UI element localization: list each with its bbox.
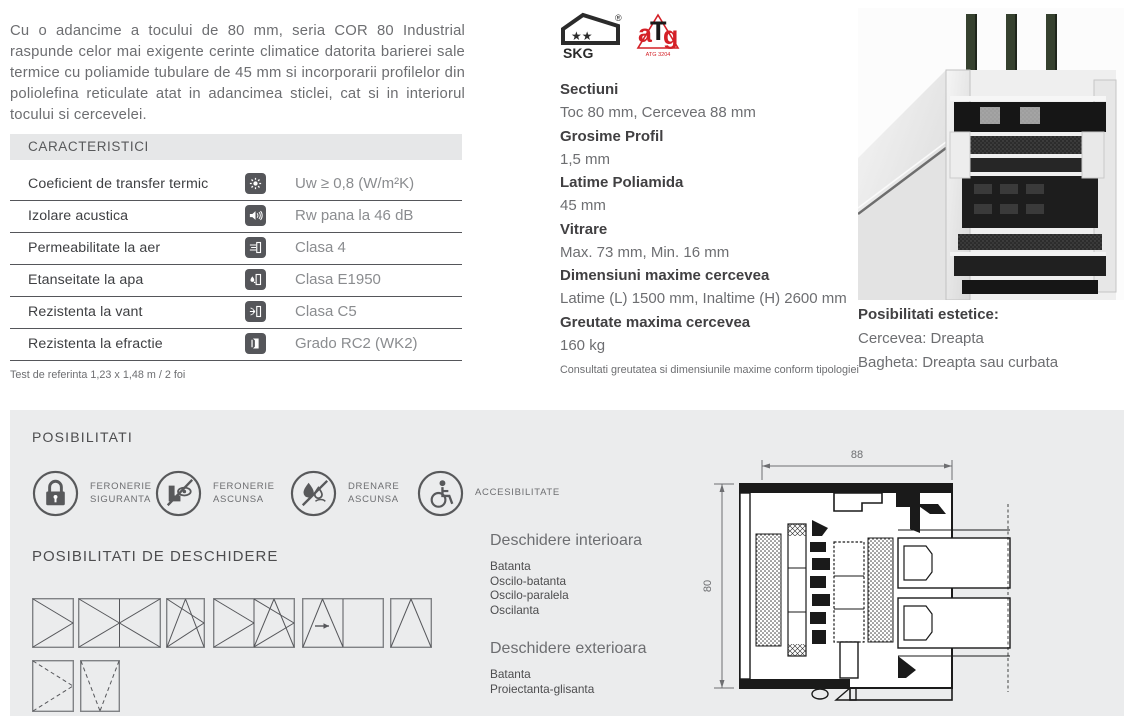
spec-list: [560, 78, 860, 357]
char-value: Grado RC2 (WK2): [295, 335, 418, 352]
table-row: [10, 329, 462, 361]
char-value: Rw pana la 46 dB: [295, 207, 414, 224]
intro-paragraph: Cu o adancime a tocului de 80 mm, seria COR 80 Industrial raspunde celor mai exigente cerinte climatice datorita barierei sale termice cu poliamide tubulare de 45 mm si incorporarii profilelor din poliolefina reticulate atat in adancimea sticlei, cat si in interiorul tocului si cercevelei.: [10, 22, 465, 123]
spec-value: Max. 73 mm, Min. 16 mm: [560, 243, 730, 261]
char-label: Etanseitate la apa: [28, 272, 144, 288]
acoustic-insulation-icon: [245, 205, 266, 226]
aesthetics-line: Cercevea: Dreapta: [858, 330, 984, 347]
spec-label: Sectiuni: [560, 81, 619, 98]
spec-value: 1,5 mm: [560, 150, 611, 168]
hidden-drainage-icon: [290, 470, 337, 517]
spec-value: Latime (L) 1500 mm, Inaltime (H) 2600 mm: [560, 290, 847, 307]
char-label: Coeficient de transfer termic: [28, 176, 209, 192]
aesthetics-title: Posibilitati estetice:: [858, 306, 999, 323]
list-item: Proiectanta-glisanta: [490, 681, 595, 696]
aesthetics-line: Bagheta: Dreapta sau curbata: [858, 353, 1059, 371]
opening-possibilities-title: POSIBILITATI DE DESCHIDERE: [32, 548, 279, 565]
technical-section-drawing: [700, 446, 1020, 712]
interior-opening-title: Deschidere interioara: [490, 532, 643, 549]
hidden-hardware-icon: [155, 470, 202, 517]
spec-label: Dimensiuni maxime cercevea: [560, 267, 770, 284]
char-label: Permeabilitate la aer: [28, 240, 161, 256]
list-item: Batanta: [490, 559, 531, 573]
spec-label: Grosime Profil: [560, 127, 664, 145]
dim-height-label: 80: [702, 579, 714, 593]
atg-logo: [634, 12, 682, 60]
spec-label: Latime Poliamida: [560, 174, 684, 191]
spec-value: 160 kg: [560, 336, 606, 354]
char-value: Clasa 4: [295, 239, 346, 256]
exterior-opening-title: Deschidere exterioara: [490, 640, 647, 658]
lock-icon: [32, 470, 79, 517]
char-label: Rezistenta la vant: [28, 304, 143, 320]
possibilities-band: [10, 410, 1124, 716]
opening-diagram-dubla-batanta: [78, 598, 161, 648]
wind-resistance-icon: [245, 301, 266, 322]
char-label: Rezistenta la efractie: [28, 336, 163, 352]
char-value: Uw ≥ 0,8 (W/m²K): [295, 175, 415, 192]
air-permeability-icon: [245, 237, 266, 258]
thermal-transfer-icon: [245, 173, 266, 194]
burglary-resistance-icon: [245, 333, 266, 354]
table-row: [10, 233, 462, 265]
feature-hidden-drainage: [290, 470, 399, 517]
opening-diagram-proiectanta-glisanta: [80, 660, 120, 712]
opening-diagram-oscilo-paralela: [302, 598, 384, 648]
opening-lists: [490, 532, 700, 697]
spec-value: 45 mm: [560, 197, 606, 214]
spec-item: [560, 78, 860, 125]
atg-code: ATG 3204: [645, 52, 671, 58]
specs-column: [560, 12, 860, 376]
feature-label: ACCESIBILITATE: [475, 487, 560, 499]
dim-width: [762, 460, 952, 480]
spec-label: Greutate maxima cercevea: [560, 313, 751, 331]
characteristics-table: [10, 169, 462, 361]
skg-registered-mark: ®: [615, 13, 622, 23]
table-row: [10, 169, 462, 201]
feature-label: DRENARE ASCUNSA: [348, 481, 400, 505]
water-tightness-icon: [245, 269, 266, 290]
spec-item: [560, 311, 860, 358]
feature-label: FERONERIE SIGURANTA: [90, 481, 152, 505]
opening-diagram-oscilo-batanta: [166, 598, 205, 648]
char-label: Izolare acustica: [28, 208, 129, 224]
possibilities-title: POSIBILITATI: [32, 429, 134, 445]
opening-diagram-batanta-si-oscilo-batanta: [213, 598, 295, 648]
skg-logo: [560, 12, 622, 60]
table-row: [10, 265, 462, 297]
opening-diagram-batanta-exterioara: [32, 660, 74, 712]
char-value: Clasa E1950: [295, 271, 381, 288]
list-item: Oscilanta: [490, 602, 540, 617]
accessibility-icon: [417, 470, 464, 517]
reference-test-footnote: Test de referinta 1,23 x 1,48 m / 2 foi: [10, 369, 186, 381]
atg-letter-t: T: [650, 16, 667, 46]
dim-width-label: 88: [850, 449, 864, 461]
list-item: Batanta: [490, 667, 531, 682]
skg-label: SKG: [563, 45, 594, 60]
opening-diagram-oscilanta: [390, 598, 432, 648]
spec-label: Vitrare: [560, 220, 608, 238]
feature-security-hardware: [32, 470, 152, 517]
feature-accessibility: [417, 470, 560, 517]
atg-letter-g: g: [663, 22, 679, 50]
characteristics-title: CARACTERISTICI: [10, 134, 462, 160]
table-row: [10, 297, 462, 329]
profile-section: [740, 484, 1010, 700]
opening-diagram-batanta: [32, 598, 74, 648]
char-value: Clasa C5: [295, 303, 357, 320]
spec-item: [560, 264, 860, 311]
table-row: [10, 201, 462, 233]
characteristics-section: [10, 134, 462, 381]
spec-item: [560, 218, 860, 265]
feature-label: FERONERIE ASCUNSA: [213, 481, 275, 505]
profile-photo: [858, 8, 1124, 300]
aesthetics-section: [858, 303, 1128, 374]
cross-section-face: [946, 70, 1116, 300]
spec-item: [560, 125, 860, 172]
atg-letter-a: a: [638, 20, 652, 48]
feature-hidden-hardware: [155, 470, 275, 517]
spec-item: [560, 171, 860, 218]
skg-stars: ★★: [571, 29, 593, 43]
dim-height: [714, 484, 734, 688]
certification-logos: [560, 12, 860, 64]
list-item: Oscilo-paralela: [490, 588, 569, 603]
specs-footnote: Consultati greutatea si dimensiunile maxime conform tipologiei: [560, 364, 859, 376]
spec-value: Toc 80 mm, Cercevea 88 mm: [560, 104, 756, 121]
list-item: Oscilo-batanta: [490, 573, 567, 588]
